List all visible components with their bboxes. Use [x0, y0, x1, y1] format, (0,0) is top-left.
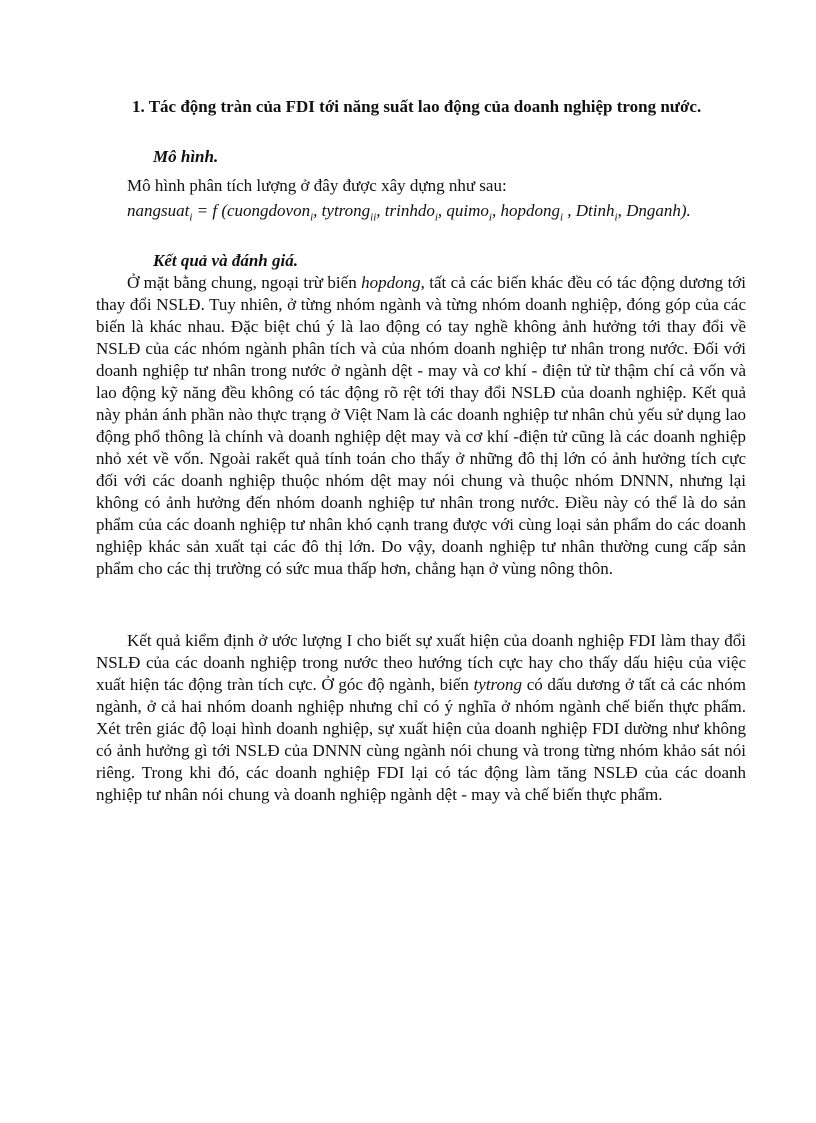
formula-term: Dtinh [575, 201, 615, 220]
formula-term-subscript: i [434, 211, 438, 224]
variable-name: tytrong [473, 675, 523, 694]
formula-term-subscript: i [488, 211, 492, 224]
formula-term-subscript: i [559, 211, 564, 224]
formula-lhs: nangsuat [127, 201, 190, 220]
formula-separator: , [437, 201, 447, 220]
formula-separator: , [563, 201, 576, 220]
formula-lhs-subscript: i [189, 211, 193, 224]
formula-term: tytrong [321, 201, 371, 220]
formula-separator: , [313, 201, 322, 220]
model-formula [96, 199, 746, 223]
results-paragraph [96, 630, 746, 806]
results-paragraph [96, 272, 746, 580]
paragraph-text: Ở mặt bằng chung, ngoại trừ biến [127, 273, 362, 292]
results-heading: Kết quả và đánh giá. [153, 251, 298, 270]
model-heading: Mô hình. [153, 147, 219, 166]
formula-term: hopdong [500, 201, 560, 220]
formula-term: trinhdo [384, 201, 435, 220]
formula-separator: , [491, 201, 501, 220]
paragraph-text: Kết quả kiểm định ở ước lượng I cho biết sự xuất hiện của doanh nghiệp FDI làm thay đổi NSLĐ của các doanh nghiệp trong nước theo hướng tích cực hay cho thấy dấu hiệu của việc xuất hiện tác động tràn tích cực. Ở góc độ ngành, biến [96, 631, 746, 694]
formula-term: quimo [446, 201, 489, 220]
model-intro: Mô hình phân tích lượng ở đây được xây dựng như sau: [127, 176, 507, 195]
section-title: 1. Tác động tràn của FDI tới năng suất lao động của doanh nghiệp trong nước. [132, 97, 702, 116]
formula-term: cuongdovon [227, 201, 311, 220]
formula-equals: = f ( [192, 201, 228, 220]
paragraph-text: có dấu dương ở tất cả các nhóm ngành, ở cả hai nhóm doanh nghiệp nhưng chỉ có ý nghĩa ở nhóm ngành chế biến thực phẩm. Xét trên giác độ loại hình doanh nghiệp, sự xuất hiện của doanh nghiệp FDI dường như không có ảnh hưởng gì tới NSLĐ của DNNN cùng ngành nói chung và trong từng nhóm khảo sát nói riêng. Trong khi đó, các doanh nghiệp FDI lại có tác động làm tăng NSLĐ của các doanh nghiệp tư nhân nói chung và doanh nghiệp ngành dệt - may và chế biến thực phẩm. [96, 675, 746, 804]
variable-name: hopdong [361, 273, 421, 292]
formula-separator: , [376, 201, 385, 220]
formula-term: Dnganh [626, 201, 681, 220]
formula-separator: ). [680, 201, 691, 220]
formula-term-subscript: i [310, 211, 314, 224]
formula-term-subscript: ii [370, 211, 377, 224]
formula-separator: , [617, 201, 627, 220]
paragraph-text: , tất cả các biến khác đều có tác động dương tới thay đổi NSLĐ. Tuy nhiên, ở từng nhóm ngành và từng nhóm doanh nghiệp, đóng góp của các biến là khác nhau. Đặc biệt chú ý là lao động có tay nghề không ảnh hưởng tới thay đổi về NSLĐ của các nhóm ngành phân tích và của nhóm doanh nghiệp tư nhân trong nước. Đối với doanh nghiệp tư nhân trong nước ở ngành dệt - may và cơ khí - điện tử từ thậm chí cả vốn và lao động kỹ năng đều không có tác động rõ rệt tới thay đổi NSLĐ của doanh nghiệp. Kết quả này phản ánh phần nào thực trạng ở Việt Nam là các doanh nghiệp tư nhân chủ yếu sử dụng lao động phổ thông là chính và doanh nghiệp dệt may và cơ khí -điện tử cũng là các doanh nghiệp nhỏ xét về vốn. Ngoài rakết quả tính toán cho thấy ở những đô thị lớn có ảnh hưởng tích cực đối với các doanh nghiệp thuộc nhóm dệt may nói chung và thuộc nhóm DNNN, nhưng lại không có ảnh hưởng đến nhóm doanh nghiệp tư nhân trong nước. Điều này có thể là do sản phẩm của các doanh nghiệp tư nhân khó cạnh trang được với cùng loại sản phẩm do các doanh nghiệp khác sản xuất tại các đô thị lớn. Do vậy, doanh nghiệp tư nhân thường cung cấp sản phẩm cho các thị trường có sức mua thấp hơn, chẳng hạn ở vùng nông thôn. [96, 273, 747, 578]
formula-term-subscript: i [614, 211, 618, 224]
